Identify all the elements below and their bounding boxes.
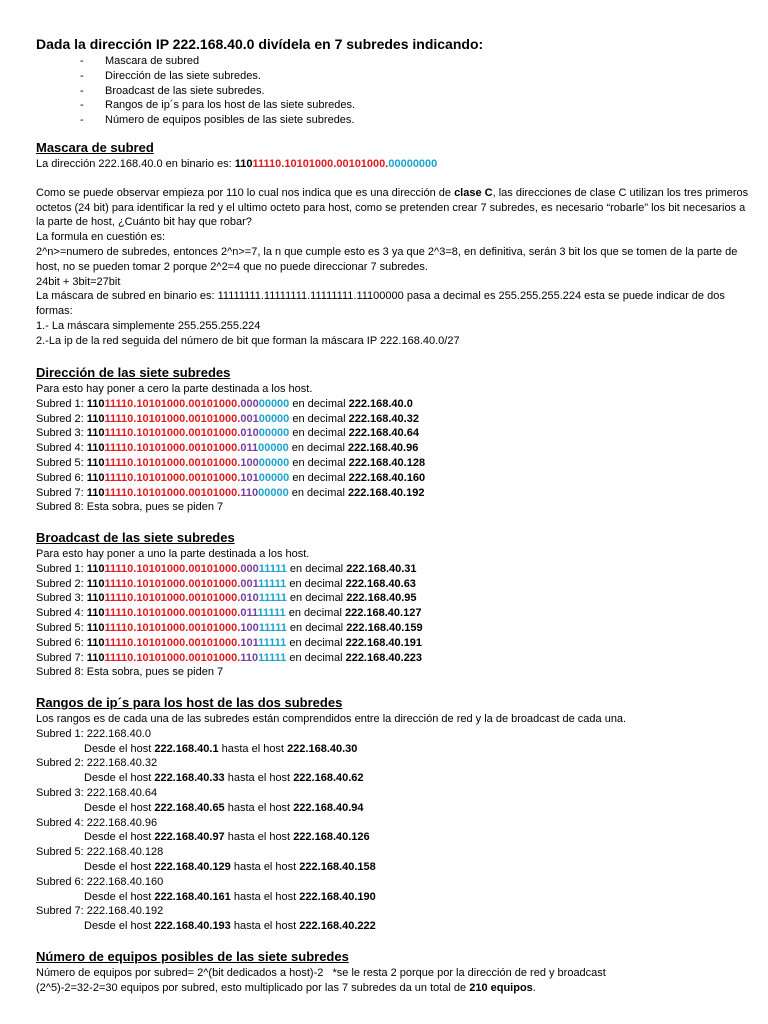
formula-label: La formula en cuestión es: bbox=[36, 231, 166, 244]
section-heading: Mascara de subred bbox=[36, 140, 154, 155]
task-item: - Broadcast de las siete subredes. bbox=[80, 84, 265, 97]
range-row: Desde el host 222.168.40.193 hasta el host 222.168.40.222 bbox=[84, 920, 376, 933]
range-row: Desde el host 222.168.40.97 hasta el host 222.168.40.126 bbox=[84, 831, 370, 844]
broadcast-row: Subred 5: 11011110.10101000.00101000.10011111 en decimal 222.168.40.159 bbox=[36, 621, 423, 634]
task-item: - Rangos de ip´s para los host de las siete subredes. bbox=[80, 99, 356, 112]
range-row: Desde el host 222.168.40.161 hasta el host 222.168.40.190 bbox=[84, 890, 376, 903]
range-subnet-label: Subred 7: 222.168.40.192 bbox=[36, 905, 164, 918]
bullet-dash: - bbox=[80, 69, 84, 82]
range-row: Desde el host 222.168.40.129 hasta el host 222.168.40.158 bbox=[84, 860, 376, 873]
task-item: - Dirección de las siete subredes. bbox=[80, 69, 261, 82]
bullet-dash: - bbox=[80, 55, 84, 67]
bullet-dash: - bbox=[80, 84, 84, 97]
mask-section bbox=[36, 140, 751, 349]
section-heading: Dirección de las siete subredes bbox=[36, 365, 231, 380]
task-item: - Número de equipos posibles de las siete subredes. bbox=[80, 114, 355, 127]
subnet-rows bbox=[36, 397, 751, 501]
broadcast-row: Subred 7: 11011110.10101000.00101000.11011111 en decimal 222.168.40.223 bbox=[36, 651, 423, 664]
bullet-dash: - bbox=[80, 114, 84, 127]
broadcast-row: Subred 3: 11011110.10101000.00101000.01011111 en decimal 222.168.40.95 bbox=[36, 592, 417, 605]
task-item: - Mascara de subred bbox=[80, 55, 200, 67]
range-row: Desde el host 222.168.40.65 hasta el host 222.168.40.94 bbox=[84, 801, 364, 814]
mask-form-1: 1.- La máscara simplemente 255.255.255.224 bbox=[36, 319, 261, 332]
broadcast-row: Subred 2: 11011110.10101000.00101000.00111111 en decimal 222.168.40.63 bbox=[36, 577, 416, 590]
hosts-total: (2^5)-2=32-2=30 equipos por subred, esto multiplicado por las 7 subredes da un total de 210 equipos. bbox=[36, 981, 536, 994]
subnet-row: Subred 5: 11011110.10101000.00101000.10000000 en decimal 222.168.40.128 bbox=[36, 456, 426, 469]
class-explanation: Como se puede observar empieza por 110 lo cual nos indica que es una dirección de clase C, las direcciones de clase C utilizan los tres primeros octetos (24 bit) para identificar la red y el ultimo octeto para host, como se pretenden crear 7 subredes, es necesario “robarle” los bit necesarios a la parte de host, ¿Cuánto bit hay que robar? bbox=[36, 186, 749, 229]
range-row: Desde el host 222.168.40.33 hasta el host 222.168.40.62 bbox=[84, 772, 364, 785]
networks-section bbox=[36, 365, 751, 515]
broadcast-row: Subred 4: 11011110.10101000.00101000.01111111 en decimal 222.168.40.127 bbox=[36, 607, 422, 620]
section-intro: Los rangos es de cada una de las subredes están comprendidos entre la dirección de red y la de broadcast de cada una. bbox=[36, 713, 627, 725]
section-intro: Para esto hay poner a uno la parte destinada a los host. bbox=[36, 548, 310, 560]
subnet-row: Subred 2: 11011110.10101000.00101000.00100000 en decimal 222.168.40.32 bbox=[36, 412, 419, 425]
broadcast-row: Subred 1: 11011110.10101000.00101000.00011111 en decimal 222.168.40.31 bbox=[36, 562, 417, 575]
hosts-section bbox=[36, 949, 751, 996]
section-heading: Broadcast de las siete subredes bbox=[36, 530, 235, 545]
binary-line: La dirección 222.168.40.0 en binario es: 11011110.10101000.00101000.00000000 bbox=[36, 158, 438, 170]
section-heading: Número de equipos posibles de las siete subredes bbox=[36, 949, 349, 964]
formula-text: 2^n>=numero de subredes, entonces 2^n>=7, la n que cumple esto es 3 ya que 2^3=8, en definitiva, serán 3 bit los que se tomen de la parte de host, no se pueden tomar 2 porque 2^2=4 que no puede direccionar 7 subredes. bbox=[36, 245, 738, 273]
range-subnet-label: Subred 2: 222.168.40.32 bbox=[36, 757, 158, 770]
bullet-dash: - bbox=[80, 99, 84, 112]
extra-subnet-note: Subred 8: Esta sobra, pues se piden 7 bbox=[36, 666, 224, 679]
mask-text: La máscara de subred en binario es: 11111111.11111111.11111111.11100000 pasa a decimal es 255.255.255.224 esta se puede indicar de dos formas: bbox=[36, 290, 725, 318]
broadcast-row: Subred 6: 11011110.10101000.00101000.10111111 en decimal 222.168.40.191 bbox=[36, 636, 423, 649]
range-subnet-label: Subred 4: 222.168.40.96 bbox=[36, 816, 158, 829]
bits-sum: 24bit + 3bit=27bit bbox=[36, 275, 121, 288]
subnet-row: Subred 3: 11011110.10101000.00101000.01000000 en decimal 222.168.40.64 bbox=[36, 427, 419, 440]
subnet-row: Subred 1: 11011110.10101000.00101000.00000000 en decimal 222.168.40.0 bbox=[36, 397, 413, 410]
hosts-formula: Número de equipos por subred= 2^(bit dedicados a host)-2 *se le resta 2 porque por la dirección de red y broadcast bbox=[36, 967, 606, 979]
extra-subnet-note: Subred 8: Esta sobra, pues se piden 7 bbox=[36, 501, 224, 514]
mask-form-2: 2.-La ip de la red seguida del número de bit que forman la máscara IP 222.168.40.0/27 bbox=[36, 334, 460, 347]
broadcast-section bbox=[36, 530, 751, 680]
ranges-section bbox=[36, 695, 751, 934]
range-subnet-label: Subred 5: 222.168.40.128 bbox=[36, 846, 164, 859]
range-subnet-label: Subred 6: 222.168.40.160 bbox=[36, 875, 164, 888]
subnet-row: Subred 6: 11011110.10101000.00101000.10100000 en decimal 222.168.40.160 bbox=[36, 471, 426, 484]
broadcast-rows bbox=[36, 562, 751, 666]
range-subnet-label: Subred 3: 222.168.40.64 bbox=[36, 786, 158, 799]
section-heading: Rangos de ip´s para los host de las dos subredes bbox=[36, 695, 343, 710]
section-intro: Para esto hay poner a cero la parte destinada a los host. bbox=[36, 383, 313, 395]
task-list bbox=[80, 54, 355, 128]
subnet-row: Subred 7: 11011110.10101000.00101000.11000000 en decimal 222.168.40.192 bbox=[36, 486, 425, 499]
document-title: Dada la dirección IP 222.168.40.0 divídela en 7 subredes indicando: bbox=[36, 36, 484, 52]
range-subnet-label: Subred 1: 222.168.40.0 bbox=[36, 727, 151, 740]
range-row: Desde el host 222.168.40.1 hasta el host 222.168.40.30 bbox=[84, 742, 358, 755]
subnet-row: Subred 4: 11011110.10101000.00101000.01100000 en decimal 222.168.40.96 bbox=[36, 442, 419, 455]
